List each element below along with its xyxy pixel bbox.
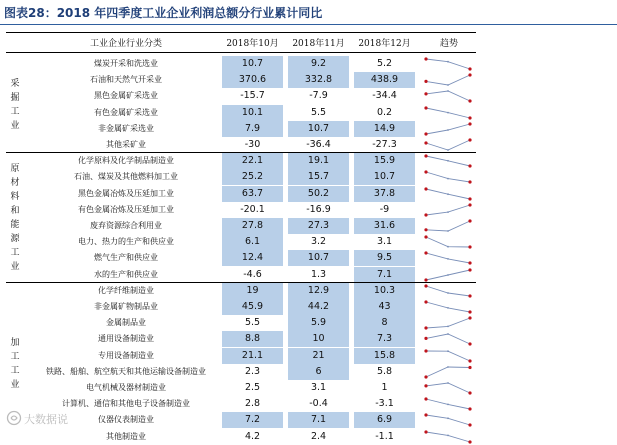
table-row xyxy=(0,88,480,104)
sparkline-point xyxy=(424,430,427,433)
industry-name: 非金属矿采选业 xyxy=(98,123,154,133)
title-bar xyxy=(0,0,617,25)
value-nov: 1.3 xyxy=(310,268,327,280)
sparkline-point xyxy=(424,228,427,231)
table-row xyxy=(0,396,480,412)
value-nov: -7.9 xyxy=(309,90,328,102)
sparkline-point xyxy=(447,246,449,248)
sparkline-point xyxy=(468,366,471,369)
sparkline-point xyxy=(447,404,449,406)
value-dec: 1 xyxy=(381,382,388,393)
value-nov: 5.9 xyxy=(288,315,349,331)
sparkline-point xyxy=(468,181,471,184)
value-dec: 15.8 xyxy=(354,348,415,364)
industry-name: 水的生产和供应业 xyxy=(94,269,158,279)
table-row xyxy=(0,412,480,428)
group-label: 采 掘 工 业 xyxy=(10,78,20,131)
table-row xyxy=(0,267,480,283)
sparkline-point xyxy=(424,80,427,83)
industry-name: 有色金属矿采选业 xyxy=(94,107,158,117)
sparkline-point xyxy=(447,333,449,335)
table-row xyxy=(0,250,480,266)
trend-sparkline xyxy=(420,299,476,315)
trend-sparkline xyxy=(420,234,476,250)
sparkline-path xyxy=(426,432,470,442)
sparkline-path xyxy=(426,172,470,182)
value-nov: 12.9 xyxy=(288,283,349,299)
table-row xyxy=(0,331,480,347)
industry-name: 黑色金属冶炼及压延加工业 xyxy=(78,188,174,198)
sparkline-point xyxy=(468,424,471,427)
value-nov: 10.7 xyxy=(288,250,349,266)
value-oct: 45.9 xyxy=(222,299,283,315)
group-label: 加 工 工 业 xyxy=(10,337,20,390)
sparkline-point xyxy=(424,155,427,158)
sparkline-point xyxy=(468,219,471,222)
sparkline-point xyxy=(424,141,427,144)
sparkline-point xyxy=(447,366,449,368)
value-nov: 9.2 xyxy=(288,56,349,72)
sparkline-point xyxy=(447,160,449,162)
sparkline-point xyxy=(468,74,471,77)
value-dec: 31.6 xyxy=(354,218,415,234)
table-row xyxy=(0,299,480,315)
value-nov: -0.4 xyxy=(309,398,328,410)
sparkline-point xyxy=(424,398,427,401)
sparkline-path xyxy=(426,221,470,231)
value-dec: 43 xyxy=(354,299,415,315)
figure-title: 图表28：2018 年四季度工业企业利润总额分行业累计同比 xyxy=(4,6,323,20)
trend-sparkline xyxy=(420,283,476,299)
value-dec: 10.7 xyxy=(354,169,415,185)
trend-sparkline xyxy=(420,72,476,88)
sparkline-path xyxy=(426,286,470,296)
table-row xyxy=(0,234,480,250)
sparkline-point xyxy=(447,230,449,232)
value-dec: -27.3 xyxy=(372,139,397,150)
value-dec: 5.2 xyxy=(376,58,393,69)
header-nov: 2018年11月 xyxy=(292,39,345,49)
trend-sparkline xyxy=(420,88,476,104)
trend-sparkline xyxy=(420,56,476,72)
sparkline-point xyxy=(447,211,449,213)
header-rule xyxy=(6,52,476,53)
sparkline-point xyxy=(424,171,427,174)
trend-sparkline xyxy=(420,364,476,380)
sparkline-point xyxy=(468,408,471,411)
value-oct: 2.5 xyxy=(244,382,261,393)
value-nov: 19.1 xyxy=(288,153,349,169)
table-row xyxy=(0,186,480,202)
trend-sparkline xyxy=(420,121,476,137)
trend-sparkline xyxy=(420,153,476,169)
sparkline-point xyxy=(468,116,471,119)
trend-sparkline xyxy=(420,331,476,347)
value-dec: 438.9 xyxy=(354,72,415,88)
sparkline-point xyxy=(424,278,427,281)
sparkline-path xyxy=(426,205,470,215)
header-trend: 趋势 xyxy=(439,39,458,49)
sparkline-point xyxy=(468,359,471,362)
value-dec: 37.8 xyxy=(354,186,415,202)
sparkline-point xyxy=(424,93,427,96)
sparkline-point xyxy=(468,262,471,265)
sparkline-point xyxy=(447,90,449,92)
trend-sparkline xyxy=(420,348,476,364)
group-label: 原 材 料 和 能 源 工 业 xyxy=(10,164,20,272)
sparkline-path xyxy=(426,75,470,85)
value-oct: -4.6 xyxy=(243,268,262,280)
value-dec: 7.1 xyxy=(354,267,415,283)
value-nov: 3.2 xyxy=(310,236,327,248)
industry-name: 其他采矿业 xyxy=(106,140,146,149)
value-oct: 10.7 xyxy=(222,56,283,72)
sparkline-point xyxy=(468,67,471,70)
trend-sparkline xyxy=(420,218,476,234)
industry-name: 石油、煤炭及其他燃料加工业 xyxy=(74,172,178,182)
sparkline-path xyxy=(426,415,470,425)
value-oct: 25.2 xyxy=(222,169,283,185)
sparkline-point xyxy=(424,284,427,287)
table-row xyxy=(0,121,480,137)
sparkline-point xyxy=(468,197,471,200)
value-nov: 50.2 xyxy=(288,186,349,202)
sparkline-point xyxy=(468,343,471,346)
sparkline-point xyxy=(447,129,449,131)
header-dec: 2018年12月 xyxy=(358,39,411,49)
industry-name: 电力、热力的生产和供应业 xyxy=(78,237,174,247)
value-oct: 12.4 xyxy=(222,250,283,266)
trend-sparkline xyxy=(420,429,476,445)
sparkline-point xyxy=(424,213,427,216)
value-nov: 21 xyxy=(288,348,349,364)
sparkline-point xyxy=(447,178,449,180)
table-row xyxy=(0,202,480,218)
sparkline-point xyxy=(447,274,449,276)
sparkline-path xyxy=(426,334,470,344)
value-oct: 4.2 xyxy=(244,430,261,442)
trend-sparkline xyxy=(420,380,476,396)
sparkline-point xyxy=(447,258,449,260)
value-dec: -3.1 xyxy=(375,398,394,410)
table-row xyxy=(0,364,480,380)
value-dec: 6.9 xyxy=(354,412,415,428)
value-nov: -36.4 xyxy=(306,139,331,150)
industry-name: 化学纤维制造业 xyxy=(98,285,154,295)
table-row xyxy=(0,72,480,88)
table-row xyxy=(0,348,480,364)
value-oct: 63.7 xyxy=(222,186,283,202)
sparkline-point xyxy=(468,100,471,103)
sparkline-point xyxy=(468,122,471,125)
trend-sparkline xyxy=(420,396,476,412)
sparkline-path xyxy=(426,124,470,134)
value-nov: 5.5 xyxy=(310,106,327,118)
sparkline-point xyxy=(447,326,449,328)
sparkline-point xyxy=(424,384,427,387)
value-dec: 5.8 xyxy=(376,365,393,377)
industry-name: 非金属矿物制品业 xyxy=(94,302,158,311)
sparkline-point xyxy=(424,300,427,303)
watermark-logo-icon xyxy=(6,410,22,426)
sparkline-path xyxy=(426,237,470,247)
value-nov: -16.9 xyxy=(306,203,331,215)
value-nov: 27.3 xyxy=(288,218,349,234)
sparkline-point xyxy=(468,294,471,297)
value-nov: 7.1 xyxy=(288,412,349,428)
industry-name: 金属制品业 xyxy=(106,318,146,328)
sparkline-point xyxy=(447,111,449,113)
sparkline-point xyxy=(447,292,449,294)
industry-name: 计算机、通信和其他电子设备制造业 xyxy=(62,399,190,409)
group-divider xyxy=(6,282,476,283)
value-oct: 21.1 xyxy=(222,348,283,364)
trend-sparkline xyxy=(420,169,476,185)
table-row xyxy=(0,315,480,331)
value-dec: 0.2 xyxy=(376,106,393,118)
industry-name: 燃气生产和供应业 xyxy=(94,253,158,263)
industry-name: 铁路、船舶、航空航天和其他运输设备制造业 xyxy=(46,366,206,376)
table-row xyxy=(0,218,480,234)
sparkline-point xyxy=(424,57,427,60)
industry-name: 通用设备制造业 xyxy=(98,334,154,344)
trend-sparkline xyxy=(420,315,476,331)
trend-sparkline xyxy=(420,105,476,121)
value-nov: 2.4 xyxy=(310,430,327,442)
sparkline-point xyxy=(447,149,449,151)
value-oct: 22.1 xyxy=(222,153,283,169)
value-oct: 6.1 xyxy=(222,234,283,250)
industry-name: 废弃资源综合利用业 xyxy=(90,221,162,230)
value-dec: 7.3 xyxy=(354,331,415,347)
sparkline-point xyxy=(468,246,471,249)
table-row xyxy=(0,169,480,185)
header-oct: 2018年10月 xyxy=(226,39,279,49)
sparkline-path xyxy=(426,91,470,101)
value-nov: 44.2 xyxy=(288,299,349,315)
value-oct: -20.1 xyxy=(240,203,265,215)
value-dec: 15.9 xyxy=(354,153,415,169)
value-dec: -1.1 xyxy=(375,430,394,442)
table-row xyxy=(0,56,480,72)
industry-name: 电气机械及器材制造业 xyxy=(86,383,166,392)
sparkline-point xyxy=(424,132,427,135)
value-dec: 9.5 xyxy=(354,250,415,266)
sparkline-point xyxy=(447,350,449,352)
sparkline-path xyxy=(426,59,470,69)
table-row xyxy=(0,105,480,121)
industry-name: 有色金属冶炼及压延加工业 xyxy=(78,204,174,214)
value-nov: 10.7 xyxy=(288,121,349,137)
sparkline-point xyxy=(424,236,427,239)
sparkline-path xyxy=(426,351,470,361)
industry-name: 黑色金属矿采选业 xyxy=(94,91,158,101)
sparkline-point xyxy=(447,382,449,384)
value-oct: 10.1 xyxy=(222,105,283,121)
industry-name: 仪器仪表制造业 xyxy=(98,415,154,425)
sparkline-point xyxy=(424,414,427,417)
sparkline-point xyxy=(447,84,449,86)
trend-sparkline xyxy=(420,267,476,283)
sparkline-point xyxy=(468,310,471,313)
trend-sparkline xyxy=(420,202,476,218)
top-rule xyxy=(6,32,476,33)
sparkline-point xyxy=(468,165,471,168)
sparkline-point xyxy=(468,440,471,443)
sparkline-point xyxy=(424,187,427,190)
industry-name: 专用设备制造业 xyxy=(98,350,154,360)
sparkline-point xyxy=(468,317,471,320)
industry-name: 其他制造业 xyxy=(106,431,146,441)
industry-name: 石油和天然气开采业 xyxy=(90,75,162,85)
value-dec: -34.4 xyxy=(372,90,397,102)
value-dec: 10.3 xyxy=(354,283,415,299)
value-dec: -9 xyxy=(379,203,390,215)
sparkline-point xyxy=(424,349,427,352)
value-oct: 7.9 xyxy=(222,121,283,137)
value-oct: 5.5 xyxy=(244,317,261,329)
value-nov: 3.1 xyxy=(310,382,327,393)
sparkline-point xyxy=(468,203,471,206)
value-nov: 332.8 xyxy=(288,72,349,88)
value-nov: 6 xyxy=(288,364,349,380)
value-dec: 14.9 xyxy=(354,121,415,137)
sparkline-path xyxy=(426,367,470,377)
trend-sparkline xyxy=(420,412,476,428)
sparkline-point xyxy=(468,138,471,141)
trend-sparkline xyxy=(420,250,476,266)
value-dec: 8 xyxy=(354,315,415,331)
trend-sparkline xyxy=(420,186,476,202)
industry-name: 煤炭开采和洗选业 xyxy=(94,59,158,68)
sparkline-point xyxy=(424,375,427,378)
sparkline-point xyxy=(424,327,427,330)
sparkline-point xyxy=(447,307,449,309)
value-nov: 15.7 xyxy=(288,169,349,185)
table-row xyxy=(0,429,480,445)
value-oct: -30 xyxy=(244,139,261,150)
watermark-text: 大数据说 xyxy=(24,413,68,426)
sparkline-point xyxy=(447,418,449,420)
value-oct: 27.8 xyxy=(222,218,283,234)
table-row xyxy=(0,137,480,153)
sparkline-point xyxy=(447,61,449,63)
header-industry: 工业企业行业分类 xyxy=(89,39,162,49)
sparkline-point xyxy=(447,193,449,195)
table-row xyxy=(0,283,480,299)
value-oct: 8.8 xyxy=(222,331,283,347)
value-oct: 7.2 xyxy=(222,412,283,428)
value-oct: 370.6 xyxy=(222,72,283,88)
trend-sparkline xyxy=(420,137,476,153)
value-oct: 2.8 xyxy=(244,398,261,410)
table-row xyxy=(0,153,480,169)
sparkline-point xyxy=(468,268,471,271)
sparkline-point xyxy=(424,252,427,255)
value-oct: -15.7 xyxy=(240,90,265,102)
value-dec: 3.1 xyxy=(376,236,393,248)
value-nov: 10 xyxy=(288,331,349,347)
group-divider xyxy=(6,152,476,153)
industry-name: 化学原料及化学制品制造业 xyxy=(78,156,174,166)
sparkline-path xyxy=(426,140,470,150)
sparkline-point xyxy=(424,106,427,109)
value-oct: 2.3 xyxy=(244,365,261,377)
sparkline-point xyxy=(468,391,471,394)
sparkline-path xyxy=(426,383,470,393)
table-row xyxy=(0,380,480,396)
value-oct: 19 xyxy=(222,283,283,299)
sparkline-point xyxy=(424,337,427,340)
